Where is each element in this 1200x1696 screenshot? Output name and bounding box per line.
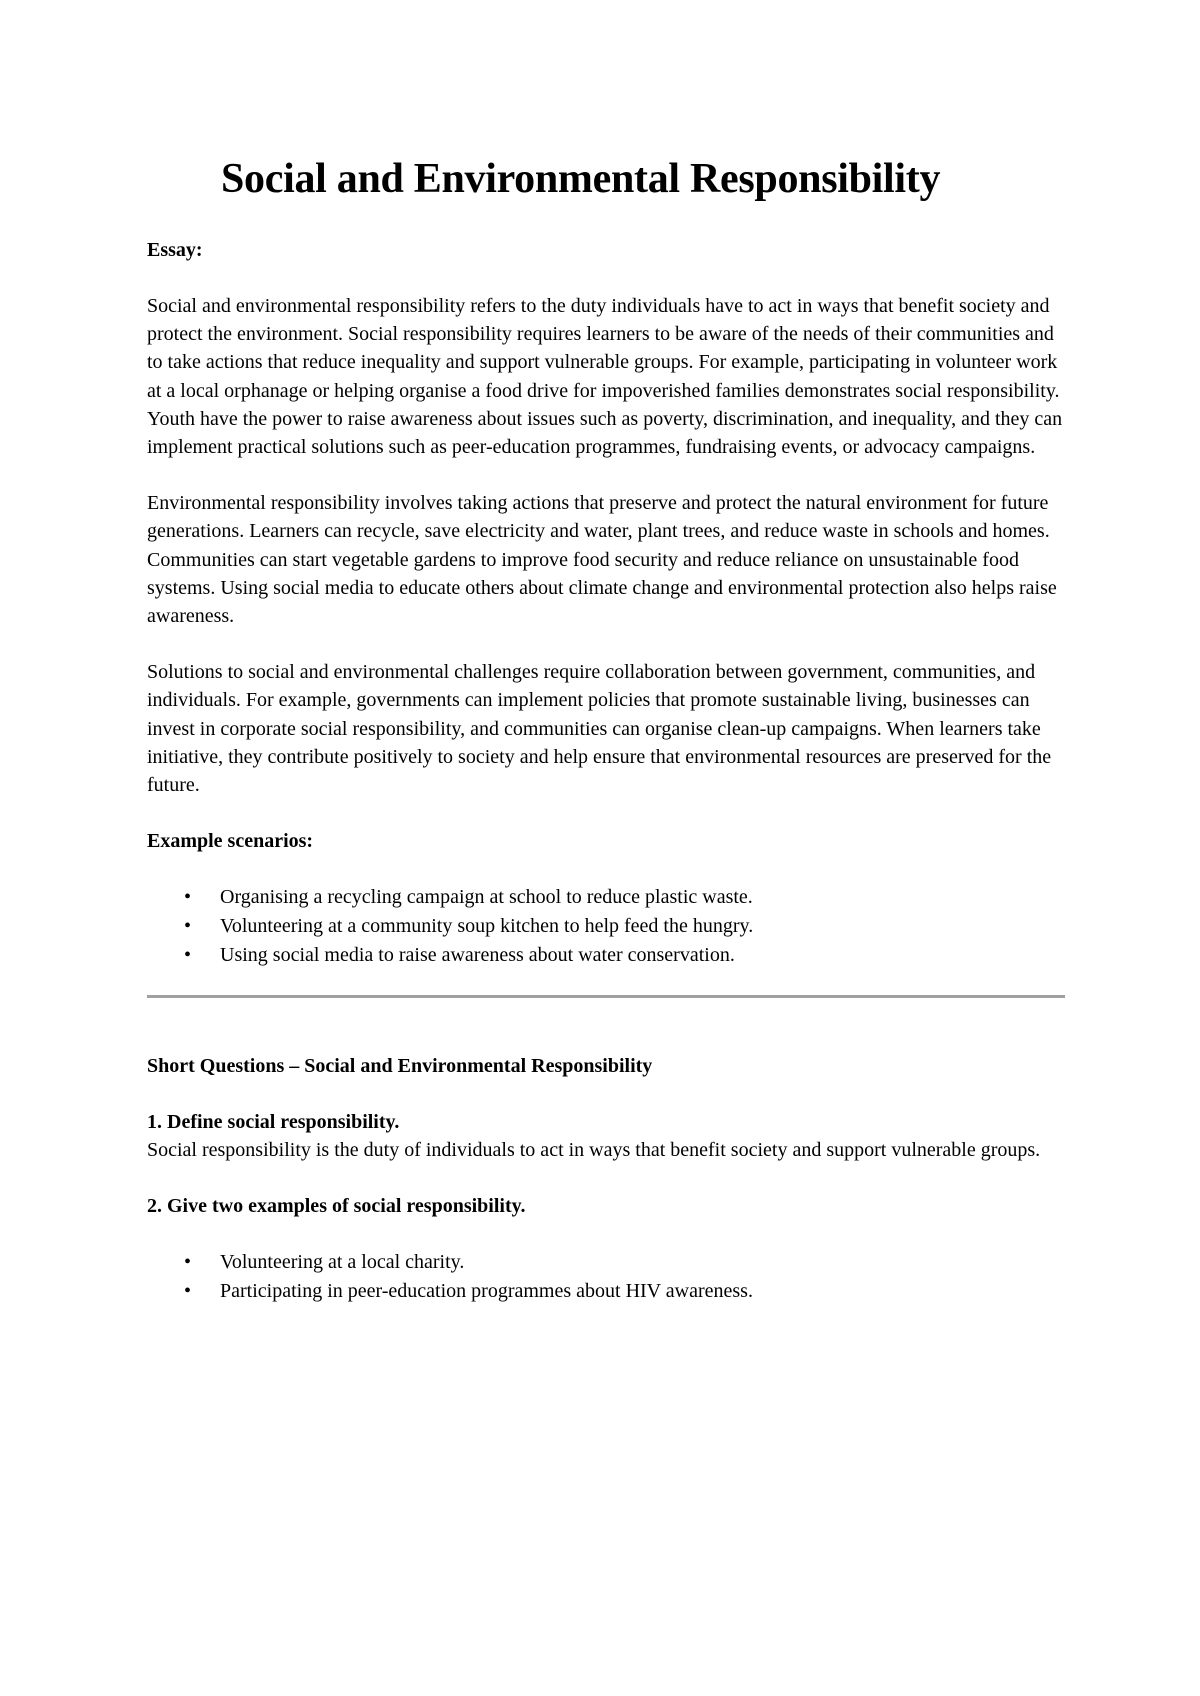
bullet-icon: •: [184, 944, 192, 967]
essay-label: Essay:: [147, 239, 203, 261]
scenarios-label: Example scenarios:: [147, 830, 314, 853]
list-item: [147, 912, 1067, 941]
list-item: [147, 1277, 1067, 1306]
document-title: Social and Environmental Responsibility: [221, 156, 941, 202]
list-item-text: Organising a recycling campaign at school to reduce plastic waste.: [220, 886, 753, 909]
list-item-text: Using social media to raise awareness about water conservation.: [220, 944, 735, 967]
scenarios-list: [147, 883, 1067, 970]
bullet-icon: •: [184, 1280, 192, 1303]
document-body: [147, 150, 1067, 1306]
question-1-answer: Social responsibility is the duty of individuals to act in ways that benefit society and support vulnerable groups.: [147, 1139, 1041, 1162]
essay-paragraph-2: Environmental responsibility involves taking actions that preserve and protect the natural environment for future generations. Learners can recycle, save electricity and water, plant trees, and reduce waste in schools and homes. Communities can start vegetable gardens to improve food security and reduce reliance on unsustainable food systems. Using social media to educate others about climate change and environmental protection also helps raise awareness.: [147, 492, 1057, 628]
list-item-text: Volunteering at a local charity.: [220, 1251, 465, 1274]
list-item-text: Volunteering at a community soup kitchen to help feed the hungry.: [220, 915, 754, 938]
horizontal-divider: [147, 995, 1065, 998]
list-item: [147, 883, 1067, 912]
list-item-text: Participating in peer-education programmes about HIV awareness.: [220, 1280, 753, 1303]
essay-paragraph-3: Solutions to social and environmental challenges require collaboration between government, communities, and individuals. For example, governments can implement policies that promote sustainable living, businesses can invest in corporate social responsibility, and communities can organise clean-up campaigns. When learners take initiative, they contribute positively to society and help ensure that environmental resources are preserved for the future.: [147, 661, 1052, 797]
question-1-heading: 1. Define social responsibility.: [147, 1111, 400, 1134]
bullet-icon: •: [184, 915, 192, 938]
essay-paragraph-1: Social and environmental responsibility refers to the duty individuals have to act in ways that benefit society and protect the environment. Social responsibility requires learners to be aware of the needs of their communities and to take actions that reduce inequality and support vulnerable groups. For example, participating in volunteer work at a local orphanage or helping organise a food drive for impoverished families demonstrates social responsibility. Youth have the power to raise awareness about issues such as poverty, discrimination, and inequality, and they can implement practical solutions such as peer-education programmes, fundraising events, or advocacy campaigns.: [147, 295, 1063, 459]
bullet-icon: •: [184, 1251, 192, 1274]
bullet-icon: •: [184, 886, 192, 909]
list-item: [147, 941, 1067, 970]
list-item: [147, 1248, 1067, 1277]
question-2-answer-list: [147, 1248, 1067, 1306]
short-questions-heading: Short Questions – Social and Environmental Responsibility: [147, 1055, 653, 1078]
question-2-heading: 2. Give two examples of social responsibility.: [147, 1195, 526, 1218]
